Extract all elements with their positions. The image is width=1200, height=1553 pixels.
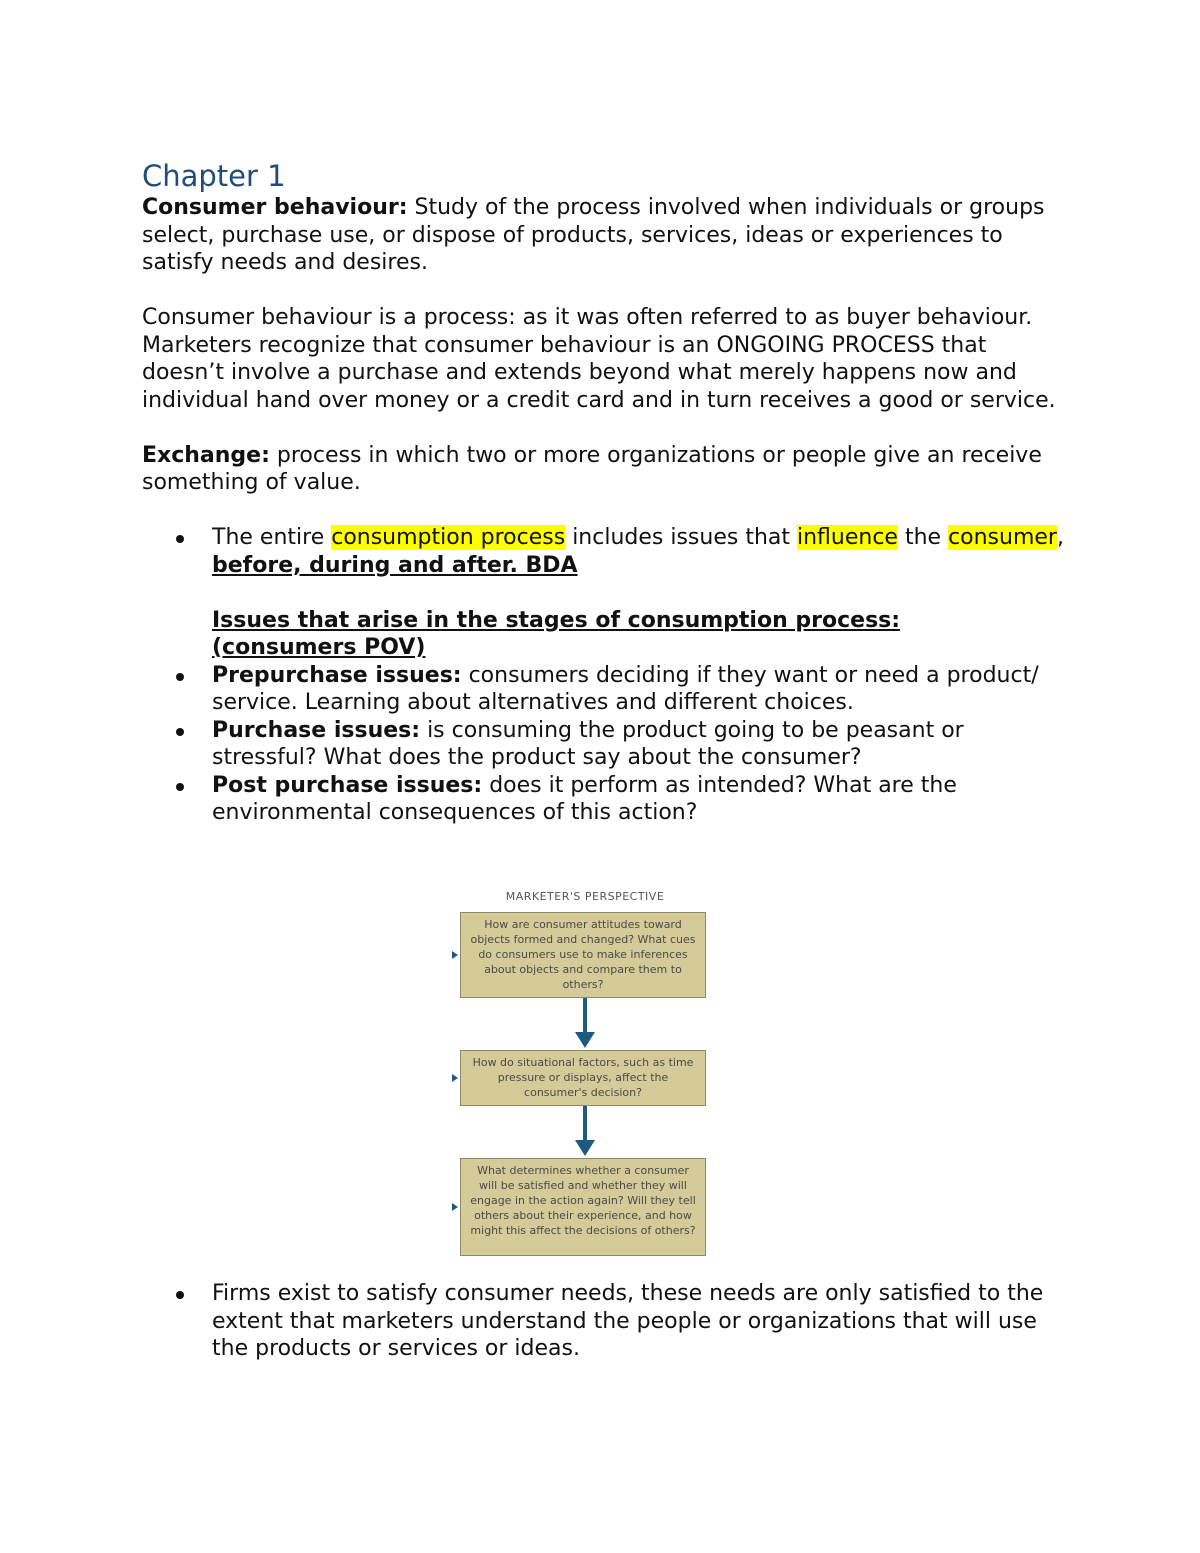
list-item: Purchase issues: is consuming the product going to be peasant or stressful? What does the product say about the consumer? — [142, 717, 1072, 772]
consumption-bullet-list — [142, 524, 1072, 579]
diagram-box-purchase: How do situational factors, such as time pressure or displays, affect the consumer's decision? — [460, 1050, 706, 1106]
arrow-down-icon — [575, 1140, 595, 1156]
consumer-behaviour-paragraph: Consumer behaviour is a process: as it was often referred to as buyer behaviour. Marketers recognize that consumer behaviour is an ONGOING PROCESS that doesn’t involve a purchase and extends beyond what merely happens now and individual hand over money or a credit card and in turn receives a good or service. — [142, 305, 1056, 413]
exchange-definition — [142, 442, 1072, 497]
diagram-box-prepurchase: How are consumer attitudes toward objects formed and changed? What cues do consumers use to make inferences about objects and compare them to others? — [460, 912, 706, 998]
pointer-arrow-icon — [452, 1074, 458, 1082]
diagram-title: MARKETER'S PERSPECTIVE — [505, 890, 665, 903]
consumer-behaviour-definition — [142, 194, 1072, 277]
pointer-arrow-icon — [452, 951, 458, 959]
bullet-icon — [176, 535, 184, 543]
highlighted-text: consumption process — [331, 525, 566, 550]
arrow-shaft — [583, 998, 587, 1034]
definition-term: Exchange: — [142, 442, 270, 468]
diagram-box-post-purchase: What determines whether a consumer will be satisfied and whether they will engage in the action again? Will they tell others about their experience, and how might this affect the decisions of others? — [460, 1158, 706, 1256]
definition-text: Study of the process involved when individuals or groups select, purchase use, or dispose of products, services, ideas or experiences to satisfy needs and desires. — [142, 195, 1045, 275]
document-body — [142, 158, 1072, 827]
list-item: Prepurchase issues: consumers deciding if they want or need a product/ service. Learning about alternatives and different choices. — [142, 662, 1072, 717]
bullet-icon — [176, 783, 184, 791]
final-bullet-list — [142, 1280, 1072, 1363]
bold-underlined-text: before, during and after. BDA — [212, 552, 578, 578]
issues-list — [142, 662, 1072, 827]
definition-term: Consumer behaviour: — [142, 195, 408, 220]
arrow-shaft — [583, 1106, 587, 1142]
list-item: Post purchase issues: does it perform as intended? What are the environmental consequences of this action? — [142, 772, 1072, 827]
bullet-icon — [176, 728, 184, 736]
list-item: Firms exist to satisfy consumer needs, these needs are only satisfied to the extent that marketers understand the people or organizations that will use the products or services or ideas. — [142, 1280, 1072, 1363]
bullet-icon — [176, 673, 184, 681]
issues-heading: Issues that arise in the stages of consumption process: (consumers POV) — [212, 607, 901, 660]
marketers-perspective-diagram — [440, 884, 730, 1264]
list-item: The entire consumption process includes issues that influence the consumer, before, during and after. BDA — [142, 524, 1072, 579]
pointer-arrow-icon — [452, 1203, 458, 1211]
chapter-title: Chapter 1 — [142, 159, 286, 193]
definition-text: process in which two or more organizations or people give an receive something of value. — [142, 442, 1042, 495]
highlighted-text: influence — [797, 525, 898, 550]
arrow-down-icon — [575, 1032, 595, 1048]
bullet-icon — [176, 1291, 184, 1299]
highlighted-text: consumer — [948, 525, 1057, 550]
